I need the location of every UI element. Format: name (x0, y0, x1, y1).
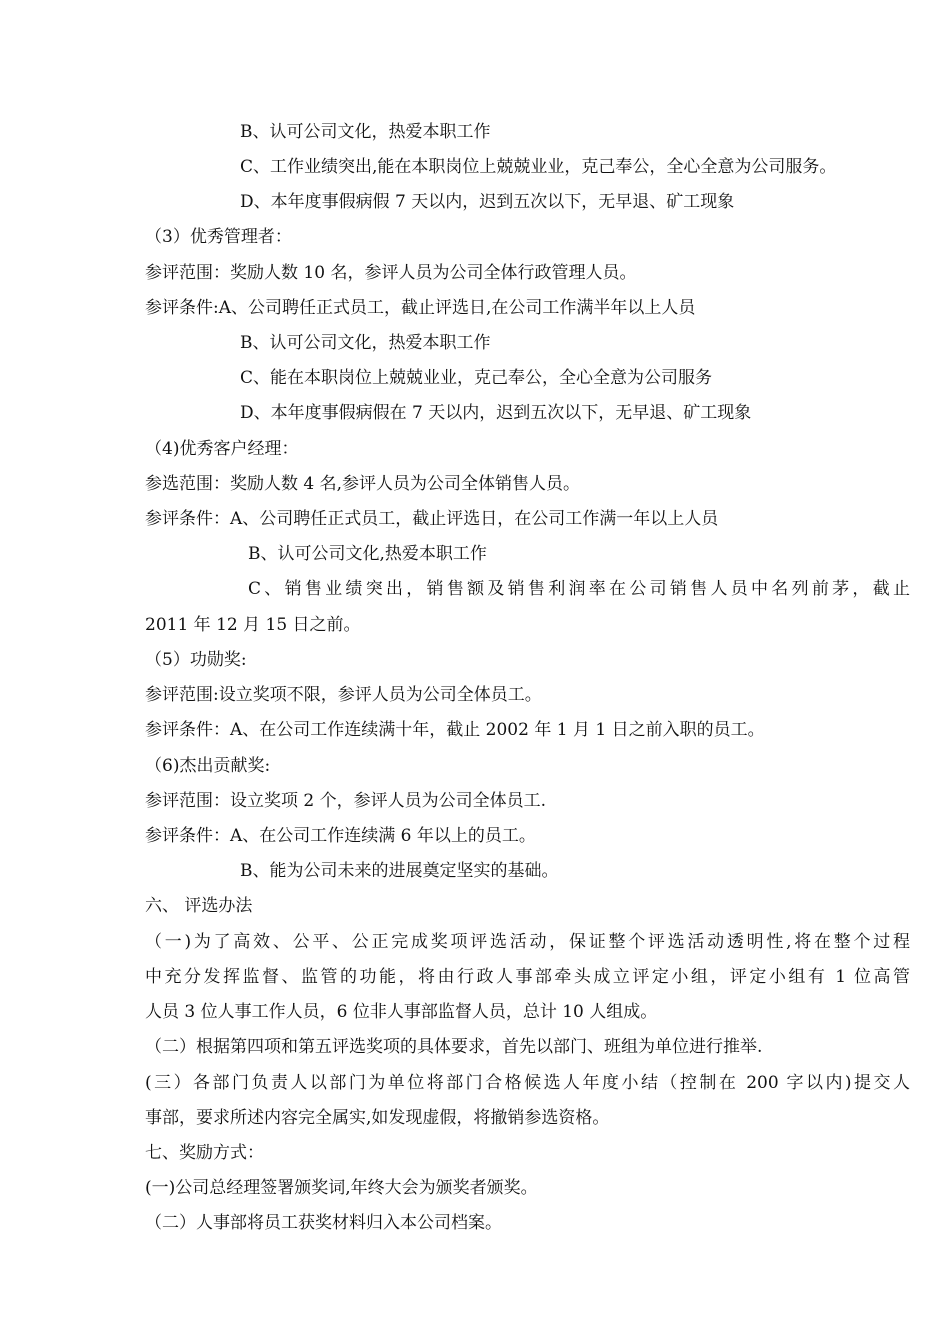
section-heading-outstanding-contribution: （6)杰出贡献奖: (145, 756, 271, 776)
criteria-c-continuation: 2011 年 12 月 15 日之前。 (145, 615, 361, 635)
paragraph-line: （一)为了高效、公平、公正完成奖项评选活动，保证整个评选活动透明性,将在整个过程 (145, 932, 910, 952)
scope-line: 参评范围：奖励人数 10 名，参评人员为公司全体行政管理人员。 (145, 263, 637, 283)
criteria-c-line: C、工作业绩突出,能在本职岗位上兢兢业业，克己奉公，全心全意为公司服务。 (240, 157, 837, 177)
conditions-line: 参评条件：A、公司聘任正式员工，截止评选日，在公司工作满一年以上人员 (145, 509, 719, 529)
conditions-line: 参评条件：A、在公司工作连续满 6 年以上的员工。 (145, 826, 536, 846)
conditions-line: 参评条件:A、公司聘任正式员工，截止评选日,在公司工作满半年以上人员 (145, 298, 696, 318)
criteria-b-line: B、认可公司文化，热爱本职工作 (240, 333, 491, 353)
scope-line: 参选范围：奖励人数 4 名,参评人员为公司全体销售人员。 (145, 474, 581, 494)
criteria-c-line: C、能在本职岗位上兢兢业业，克己奉公，全心全意为公司服务 (240, 368, 713, 388)
criteria-b-line: B、能为公司未来的进展奠定坚实的基础。 (240, 861, 559, 881)
scope-line: 参评范围:设立奖项不限，参评人员为公司全体员工。 (145, 685, 542, 705)
paragraph-line: （二）根据第四项和第五评选奖项的具体要求，首先以部门、班组为单位进行推举. (145, 1037, 763, 1057)
criteria-b-line: B、认可公司文化,热爱本职工作 (248, 544, 487, 564)
criteria-d-line: D、本年度事假病假 7 天以内，迟到五次以下，无早退、矿工现象 (240, 192, 735, 212)
conditions-line: 参评条件：A、在公司工作连续满十年，截止 2002 年 1 月 1 日之前入职的员工。 (145, 720, 765, 740)
section-heading-excellent-manager: （3）优秀管理者： (145, 227, 292, 247)
paragraph-line: (一)公司总经理签署颁奖词,年终大会为颁奖者颁奖。 (145, 1178, 538, 1198)
paragraph-line: （二）人事部将员工获奖材料归入本公司档案。 (145, 1213, 502, 1233)
criteria-d-line: D、本年度事假病假在 7 天以内，迟到五次以下，无早退、矿工现象 (240, 403, 752, 423)
paragraph-line: 中充分发挥监督、监管的功能，将由行政人事部牵头成立评定小组，评定小组有 1 位高管 (145, 967, 910, 987)
section-heading-selection-method: 六、 评选办法 (145, 896, 253, 916)
paragraph-line: (三）各部门负责人以部门为单位将部门合格候选人年度小结（控制在 200 字以内)提交人 (145, 1073, 910, 1093)
criteria-c-line: C、销售业绩突出，销售额及销售利润率在公司销售人员中名列前茅，截止 (248, 579, 910, 599)
section-heading-reward-method: 七、奖励方式： (145, 1143, 264, 1163)
scope-line: 参评范围：设立奖项 2 个，参评人员为公司全体员工. (145, 791, 547, 811)
section-heading-excellent-account-manager: （4)优秀客户经理： (145, 439, 299, 459)
paragraph-line: 事部，要求所述内容完全属实,如发现虚假，将撤销参选资格。 (145, 1108, 610, 1128)
criteria-b-line: B、认可公司文化，热爱本职工作 (240, 122, 491, 142)
section-heading-merit-award: （5）功勋奖: (145, 650, 247, 670)
paragraph-line: 人员 3 位人事工作人员，6 位非人事部监督人员，总计 10 人组成。 (145, 1002, 658, 1022)
